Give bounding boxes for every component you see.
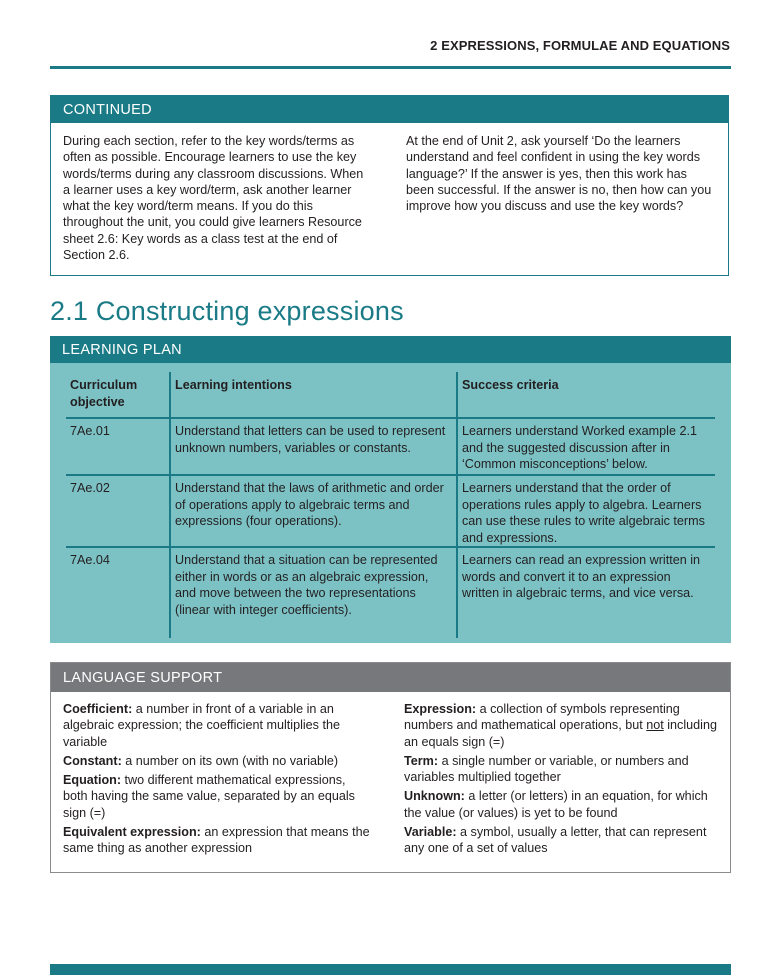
table-row [66, 548, 715, 638]
table-row [66, 419, 715, 476]
glossary-item [63, 824, 371, 857]
success-criteria: Learners can read an expression written in words and convert it to an expression written in algebraic terms, and vice versa. [462, 553, 701, 600]
glossary-term: Equivalent expression: [63, 825, 201, 840]
glossary-definition: a number on its own (with no variable) [121, 753, 339, 768]
glossary-term: Unknown: [404, 789, 465, 804]
continued-box [50, 95, 729, 276]
language-support-box [50, 662, 731, 873]
objective-code: 7Ae.02 [70, 481, 110, 495]
glossary-right [404, 701, 718, 860]
glossary-definition: a letter (or letters) in an equation, for which the value (or values) is yet to be found [404, 789, 708, 820]
continued-text-right: At the end of Unit 2, ask yourself ‘Do the learners understand and feel confident in using the key words language?’ If the answer is yes, then this work has been successful. If the answer is no, then how can you improve how you discuss and use the key words? [406, 134, 712, 214]
glossary-definition: a symbol, usually a letter, that can represent any one of a set of values [404, 825, 707, 856]
objective-code: 7Ae.04 [70, 553, 110, 567]
glossary-left [63, 701, 371, 860]
learning-intention: Understand that a situation can be represented either in words or as an algebraic expression, and move between the two representations (linear with integer coefficients). [169, 548, 458, 638]
objective-code: 7Ae.01 [70, 424, 110, 438]
glossary-item [404, 701, 718, 750]
running-head: 2 EXPRESSIONS, FORMULAE AND EQUATIONS [430, 38, 730, 53]
header-rule [50, 66, 731, 69]
glossary-item [404, 824, 718, 857]
glossary-term: Equation: [63, 773, 122, 788]
glossary-definition: a single number or variable, or numbers and variables multiplied together [404, 753, 689, 785]
learning-plan-box [50, 336, 731, 643]
glossary-item [63, 753, 371, 769]
glossary-definition: a collection of symbols representing numbers and mathematical operations, but [404, 702, 680, 733]
glossary-definition: two different mathematical expressions, both having the same value, separated by an equals sign (=) [63, 773, 355, 820]
success-criteria: Learners understand Worked example 2.1 and the suggested discussion after in ‘Common misconceptions’ below. [462, 424, 697, 471]
glossary-item [404, 753, 718, 786]
glossary-definition: including an equals sign (=) [404, 718, 717, 749]
table-row [66, 476, 715, 548]
glossary-definition: a number in front of a variable in an algebraic expression; the coefficient multiplies the variable [63, 702, 340, 749]
continued-text-left: During each section, refer to the key words/terms as often as possible. Encourage learners to use the key words/terms during any classroom discussions. When a learner uses a key word/term, ask another learner what the key word/term means. If you do this throughout the unit, you could give learners Resource sheet 2.6: Key words as a class test at the end of Section 2.6. [63, 134, 364, 263]
glossary-item [63, 772, 371, 821]
glossary-item [404, 788, 718, 821]
glossary-term: Expression: [404, 702, 477, 716]
learning-intention: Understand that the laws of arithmetic and order of operations apply to algebraic terms and expressions (four operations). [169, 476, 458, 546]
learning-plan-heading: LEARNING PLAN [50, 336, 731, 363]
glossary-term: Coefficient: [63, 702, 133, 716]
glossary-term: Constant: [63, 753, 122, 768]
glossary-item [63, 701, 371, 750]
glossary-term: Term: [404, 753, 439, 768]
section-title: 2.1 Constructing expressions [50, 296, 404, 326]
glossary-term: Variable: [404, 825, 457, 840]
header-success-criteria: Success criteria [462, 378, 559, 392]
glossary-definition: an expression that means the same thing as another expression [63, 825, 370, 856]
learning-plan-table [66, 372, 715, 638]
table-header-row [66, 372, 715, 419]
continued-heading: CONTINUED [51, 96, 728, 123]
learning-intention: Understand that letters can be used to represent unknown numbers, variables or constants. [169, 419, 458, 474]
header-curriculum-objective: Curriculum objective [70, 378, 138, 409]
footer-bar [50, 964, 731, 975]
language-support-heading: LANGUAGE SUPPORT [51, 663, 730, 692]
glossary-emphasis: not [646, 718, 664, 733]
header-learning-intentions: Learning intentions [169, 372, 458, 417]
success-criteria: Learners understand that the order of operations rules apply to algebra. Learners can use these rules to write algebraic terms and expressions. [462, 481, 705, 545]
